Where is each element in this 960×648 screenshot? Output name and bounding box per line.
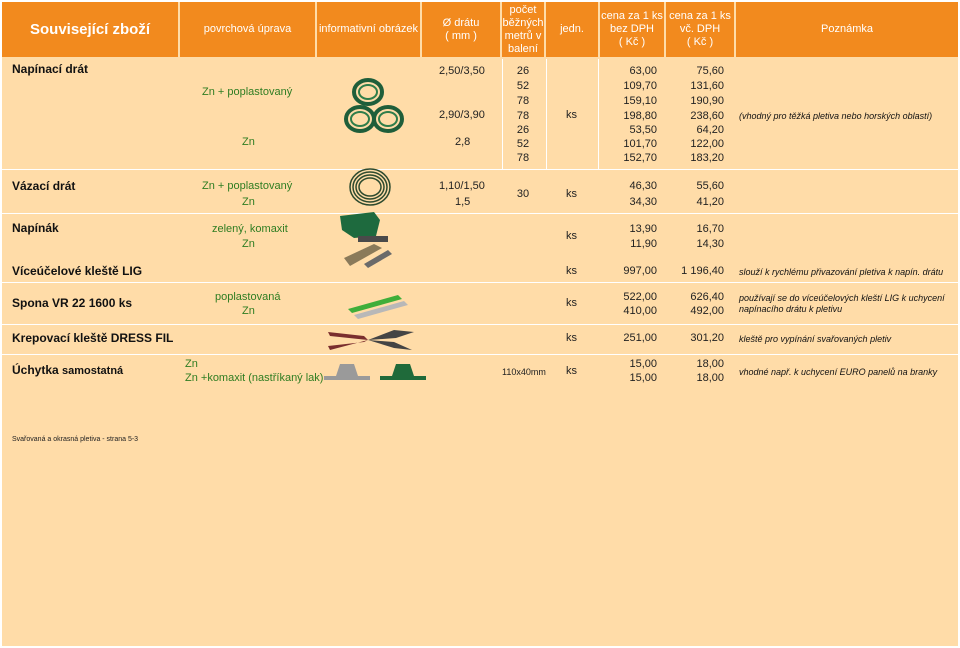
price-inc-value: 64,20 <box>696 124 724 136</box>
price-ex-value: 34,30 <box>629 196 657 208</box>
column-divider <box>598 59 599 169</box>
surface-label: Zn + poplastovaný <box>202 180 293 192</box>
meters-value: 26 <box>516 124 530 136</box>
product-name: Krepovací kleště DRESS FIL <box>12 331 174 345</box>
unit-value: ks <box>566 332 577 344</box>
diameter-value: 2,8 <box>455 136 471 148</box>
price-inc-value: 131,60 <box>690 80 724 92</box>
price-ex-value: 15,00 <box>629 358 657 370</box>
note-text: slouží k rychlému přivazování pletiva k napín. drátu <box>739 267 944 277</box>
meters-value: 26 <box>516 65 530 77</box>
note-text: vhodné např. k uchycení EURO panelů na branky <box>739 367 938 377</box>
diameter-value: 1,5 <box>455 196 471 208</box>
row-divider <box>2 354 958 355</box>
clip-strip-image <box>346 289 410 319</box>
product-name: Napínák <box>12 221 59 235</box>
unit-value: ks <box>566 365 577 377</box>
note-text: kleště pro vypínání svařovaných pletiv <box>739 334 892 344</box>
surface-label: zelený, komaxit <box>212 223 288 235</box>
price-ex-value: 15,00 <box>629 372 657 384</box>
diameter-value: 2,50/3,50 <box>439 65 485 77</box>
price-sheet <box>2 2 958 646</box>
price-inc-value: 14,30 <box>696 238 724 250</box>
col-header-price-inc: cena za 1 ks vč. DPH ( Kč ) <box>666 2 734 57</box>
price-inc-value: 18,00 <box>696 358 724 370</box>
price-inc-value: 41,20 <box>696 196 724 208</box>
product-name: Spona VR 22 1600 ks <box>12 296 133 310</box>
meters-value: 52 <box>516 138 530 150</box>
col-header-note: Poznámka <box>736 2 958 57</box>
row-divider <box>2 324 958 325</box>
product-name: Víceúčelové kleště LIG <box>12 264 143 278</box>
price-ex-value: 101,70 <box>623 138 657 150</box>
unit-value: ks <box>566 230 577 242</box>
price-ex-value: 198,80 <box>623 110 657 122</box>
price-inc-value: 492,00 <box>690 305 724 317</box>
price-ex-value: 410,00 <box>623 305 657 317</box>
meters-value: 78 <box>516 95 530 107</box>
section-title: Související zboží <box>2 2 178 57</box>
note-text: napínacího drátu k pletivu <box>739 304 843 314</box>
surface-label: Zn <box>242 196 255 208</box>
unit-value: ks <box>566 297 577 309</box>
diameter-value: 1,10/1,50 <box>439 180 485 192</box>
surface-label: poplastovaná <box>215 291 281 303</box>
product-name: Úchytka samostatná <box>12 363 124 377</box>
col-header-unit: jedn. <box>546 2 598 57</box>
price-inc-value: 75,60 <box>696 65 724 77</box>
price-ex-value: 109,70 <box>623 80 657 92</box>
col-header-price-ex: cena za 1 ks bez DPH ( Kč ) <box>600 2 664 57</box>
unit-value: ks <box>566 188 577 200</box>
wire-coil-image <box>340 74 420 154</box>
footer-text: Svařovaná a okrasná pletiva - strana 5-3 <box>12 436 139 443</box>
price-ex-value: 46,30 <box>629 180 657 192</box>
price-inc-value: 301,20 <box>690 332 724 344</box>
col-header-meters: počet běžných metrů v balení <box>502 2 544 57</box>
price-ex-value: 159,10 <box>623 95 657 107</box>
price-ex-value: 522,00 <box>623 291 657 303</box>
price-inc-value: 183,20 <box>690 152 724 164</box>
price-ex-value: 152,70 <box>623 152 657 164</box>
price-inc-value: 626,40 <box>690 291 724 303</box>
col-header-image: informativní obrázek <box>317 2 420 57</box>
unit-value: ks <box>566 109 577 121</box>
surface-label: Zn + poplastovaný <box>202 86 293 98</box>
meters-value: 52 <box>516 80 530 92</box>
size-value: 110x40mm <box>502 367 546 377</box>
product-name: Vázací drát <box>12 179 76 193</box>
surface-label: Zn <box>242 305 255 317</box>
meters-value: 78 <box>516 152 530 164</box>
col-header-diameter: Ø drátu ( mm ) <box>422 2 500 57</box>
bracket-image <box>320 358 440 384</box>
surface-label: Zn <box>185 358 198 370</box>
binding-wire-image <box>346 165 396 209</box>
price-inc-value: 190,90 <box>690 95 724 107</box>
meters-value: 78 <box>516 110 530 122</box>
row-divider <box>2 169 958 170</box>
col-header-surface: povrchová úprava <box>180 2 315 57</box>
price-inc-value: 18,00 <box>696 372 724 384</box>
price-inc-value: 1 196,40 <box>681 265 724 277</box>
unit-value: ks <box>566 265 577 277</box>
price-inc-value: 16,70 <box>696 223 724 235</box>
price-ex-value: 997,00 <box>623 265 657 277</box>
price-inc-value: 122,00 <box>690 138 724 150</box>
price-ex-value: 13,90 <box>629 223 657 235</box>
surface-label: Zn <box>242 136 255 148</box>
column-divider <box>502 59 503 169</box>
crimping-pliers-image <box>324 322 416 356</box>
row-divider <box>2 282 958 283</box>
column-divider <box>546 59 547 169</box>
diameter-value: 2,90/3,90 <box>439 109 485 121</box>
price-inc-value: 55,60 <box>696 180 724 192</box>
price-ex-value: 53,50 <box>629 124 657 136</box>
surface-label: Zn <box>242 238 255 250</box>
surface-label: Zn +komaxit (nastříkaný lak) <box>185 372 324 384</box>
note-text: (vhodný pro těžká pletiva nebo horských oblastí) <box>739 111 933 121</box>
price-ex-value: 11,90 <box>630 238 657 250</box>
product-name: Napínací drát <box>12 62 89 76</box>
tensioner-image <box>334 208 400 274</box>
price-ex-value: 63,00 <box>629 65 657 77</box>
price-inc-value: 238,60 <box>690 110 724 122</box>
note-text: používají se do víceúčelových kleští LIG k uchycení <box>739 293 945 303</box>
row-divider <box>2 213 958 214</box>
meters-value: 30 <box>516 188 530 200</box>
price-ex-value: 251,00 <box>623 332 657 344</box>
product-name-suffix: samostatná <box>62 365 124 377</box>
